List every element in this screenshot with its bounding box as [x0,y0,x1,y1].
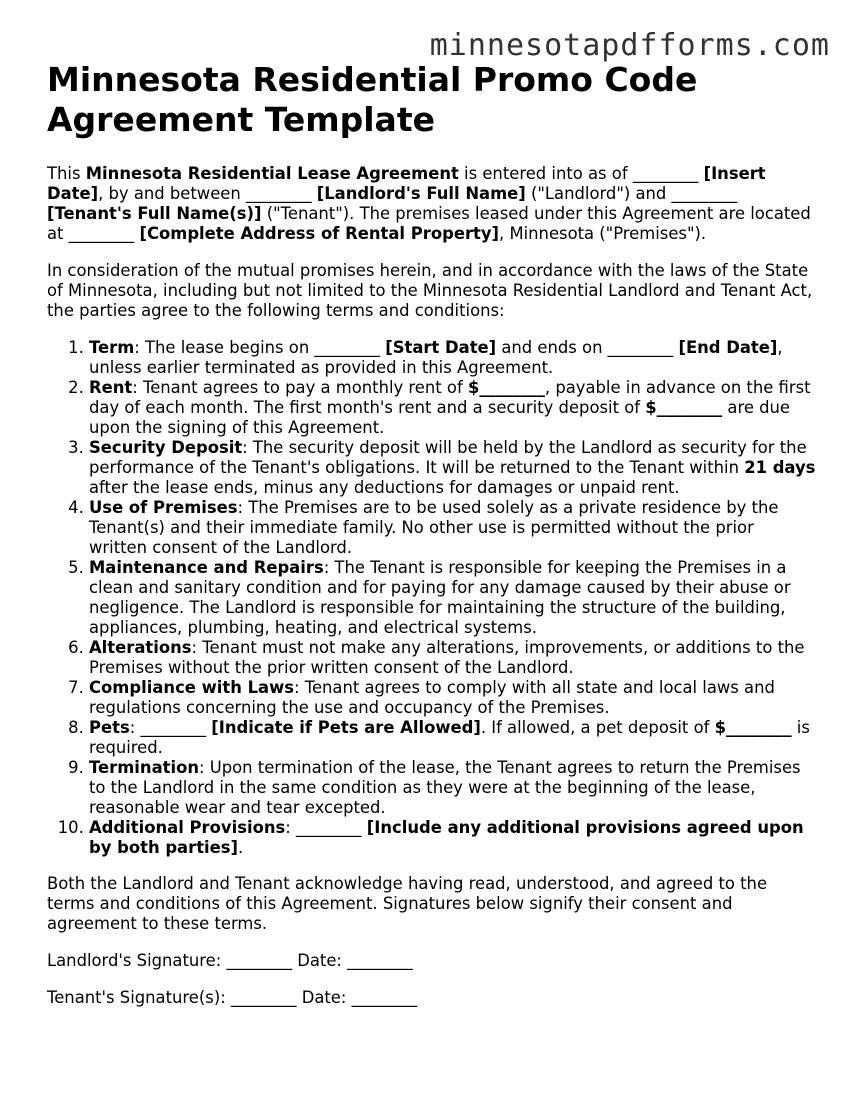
intro-text: ("Tenant"). The premises leased under this Agreement are located at ________ [47,204,811,243]
closing-paragraph: Both the Landlord and Tenant acknowledge having read, understood, and agreed to the terms and conditions of this Agreement. Signatures below signify their consent and agreement to these terms. [47,874,768,933]
term-bold: [End Date] [678,338,778,357]
term-text: are due upon the signing of this Agreement. [89,398,790,437]
list-item [89,638,817,678]
term-heading: Termination [89,758,200,777]
intro-bold: [Landlord's Full Name] [316,184,526,203]
list-item [89,558,817,638]
term-text: : Tenant agrees to comply with all state and local laws and regulations concerning the use and occupancy of the Premises. [89,678,775,717]
list-item [89,378,817,438]
term-bold: 21 days [744,458,816,477]
list-item [89,818,817,858]
term-text: : ________ [129,718,212,737]
term-text: is required. [89,718,810,757]
term-text: : ________ [285,818,367,837]
landlord-signature-line: Landlord's Signature: ________ Date: ________ [47,951,413,970]
term-heading: Additional Provisions [89,818,286,837]
term-bold: [Include any additional provisions agreed upon by both parties] [89,818,804,857]
term-heading: Maintenance and Repairs [89,558,324,577]
list-item [89,758,817,818]
document-page [47,60,817,1008]
intro-text: ("Landlord") and ________ [525,184,738,203]
intro-text: is entered into as of ________ [458,164,704,183]
intro-bold: [Insert Date] [47,164,766,203]
term-text: , unless earlier terminated as provided in this Agreement. [89,338,783,377]
term-text: : The Tenant is responsible for keeping the Premises in a clean and sanitary condition and for paying for any damage caused by their abuse or negligence. The Landlord is responsible for maintaining the structure of the building, appliances, plumbing, heating, and electrical systems. [89,558,791,637]
term-bold: $________ [467,378,545,397]
list-item [89,338,817,378]
term-heading: Term [89,338,135,357]
term-text: : Tenant agrees to pay a monthly rent of [132,378,468,397]
page-title: Minnesota Residential Promo Code Agreement Template [47,60,698,139]
list-item [89,678,817,718]
term-bold: [Indicate if Pets are Allowed] [211,718,481,737]
intro-text: , Minnesota ("Premises"). [499,224,707,243]
term-text: after the lease ends, minus any deductions for damages or unpaid rent. [89,478,680,497]
tenant-signature-line: Tenant's Signature(s): ________ Date: ________ [47,988,418,1007]
term-text: . If allowed, a pet deposit of [480,718,715,737]
term-text: : Upon termination of the lease, the Tenant agrees to return the Premises to the Landlord in the same condition as they were at the beginning of the lease, reasonable wear and tear excepted. [89,758,801,817]
intro-paragraph [47,164,817,244]
term-heading: Rent [89,378,133,397]
term-text: : The security deposit will be held by the Landlord as security for the performance of the Tenant's obligations. It will be returned to the Tenant within [89,438,807,477]
term-bold: [Start Date] [385,338,497,357]
term-text: and ends on ________ [496,338,679,357]
term-heading: Alterations [89,638,192,657]
term-bold: $________ [645,398,723,417]
intro-bold: [Tenant's Full Name(s)] [47,204,262,223]
term-text: : Tenant must not make any alterations, improvements, or additions to the Premises without the prior written consent of the Landlord. [89,638,805,677]
intro-text: This [47,164,86,183]
list-item [89,718,817,758]
term-heading: Compliance with Laws [89,678,294,697]
term-heading: Security Deposit [89,438,243,457]
term-text: : The lease begins on ________ [134,338,386,357]
list-item [89,498,817,558]
intro-bold: Minnesota Residential Lease Agreement [85,164,459,183]
term-heading: Use of Premises [89,498,238,517]
intro-bold: [Complete Address of Rental Property] [139,224,500,243]
terms-list [47,338,817,858]
term-bold: $________ [714,718,792,737]
consideration-paragraph: In consideration of the mutual promises herein, and in accordance with the laws of the State of Minnesota, including but not limited to the Minnesota Residential Landlord and Tenant Act, the parties agree to the following terms and conditions: [47,261,813,320]
term-text: . [238,838,244,857]
list-item [89,438,817,498]
watermark: minnesotapdfforms.com [429,28,830,63]
term-heading: Pets [89,718,130,737]
term-text: , payable in advance on the first day of each month. The first month's rent and a security deposit of [89,378,811,417]
term-text: : The Premises are to be used solely as a private residence by the Tenant(s) and their immediate family. No other use is permitted without the prior written consent of the Landlord. [89,498,779,557]
intro-text: , by and between ________ [98,184,317,203]
